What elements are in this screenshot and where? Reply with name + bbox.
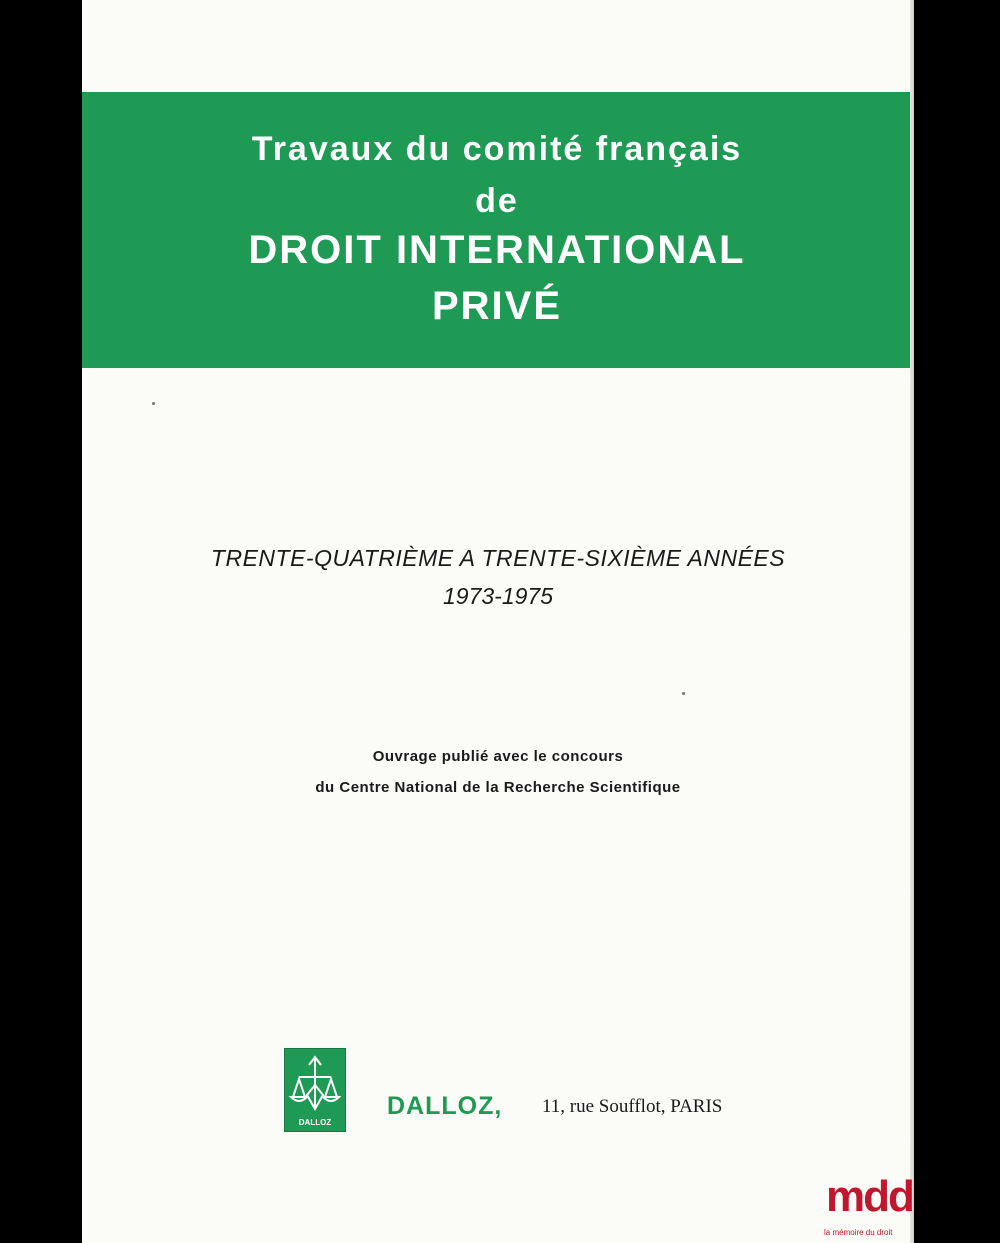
mdd-logo-mark: mdd (826, 1172, 913, 1221)
main-title-continued: PRIVÉ (431, 284, 563, 328)
mdd-watermark (820, 1172, 920, 1243)
paper-speck (682, 692, 685, 695)
support-note-line-2: du Centre National de la Recherche Scientifique (315, 779, 681, 796)
volume-years-title: TRENTE-QUATRIÈME A TRENTE-SIXIÈME ANNÉES (210, 545, 786, 571)
publisher-address: 11, rue Soufflot, PARIS (542, 1096, 723, 1117)
book-cover (82, 0, 914, 1243)
support-note-line-1: Ouvrage publié avec le concours (372, 748, 624, 765)
mdd-logo-text: la mémoire du droit (824, 1228, 893, 1237)
title-band (82, 92, 912, 368)
scales-of-justice-icon (285, 1049, 345, 1119)
paper-speck (152, 402, 155, 405)
volume-years-range: 1973-1975 (443, 583, 553, 609)
series-title: Travaux du comité français (251, 130, 743, 168)
cover-edge (910, 0, 914, 1243)
publisher-logo (284, 1048, 346, 1132)
main-title: DROIT INTERNATIONAL (248, 228, 746, 272)
series-title-connector: de (475, 182, 519, 220)
publisher-name: DALLOZ, (387, 1092, 503, 1120)
logo-label: DALLOZ (298, 1118, 332, 1127)
